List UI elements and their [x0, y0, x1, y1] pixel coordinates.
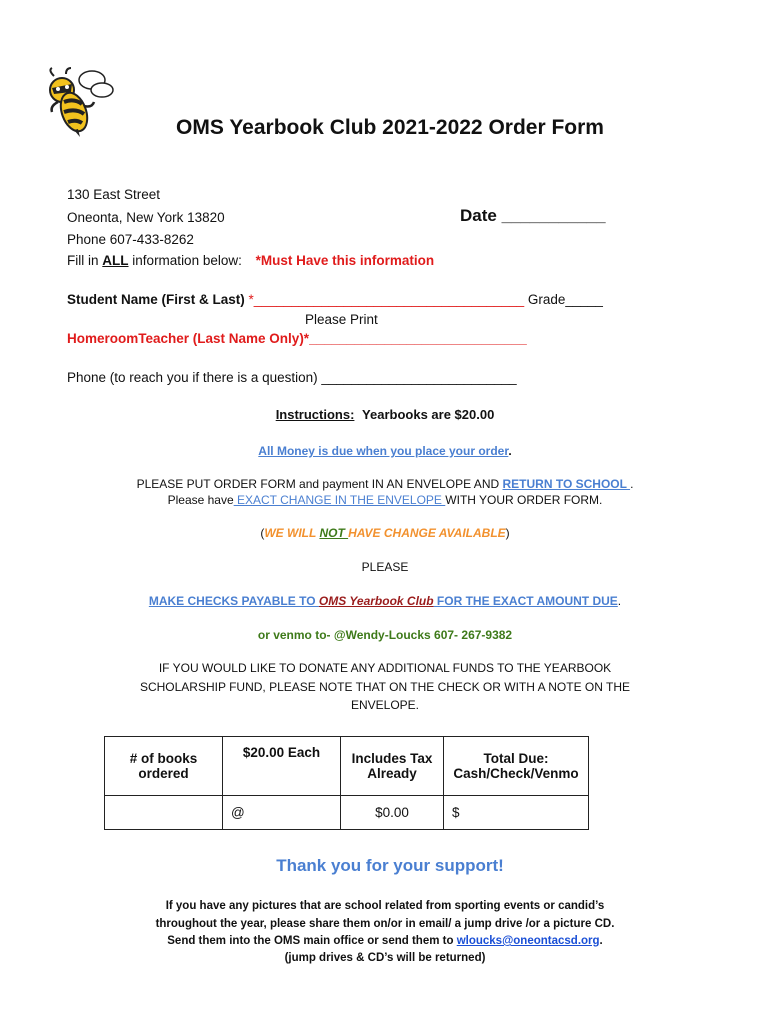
checks-club: OMS Yearbook Club — [318, 594, 434, 608]
donate-line-3: ENVELOPE. — [350, 698, 420, 712]
page-title: OMS Yearbook Club 2021-2022 Order Form — [176, 116, 604, 139]
header-price-each — [223, 737, 341, 796]
header-total-due — [444, 737, 589, 796]
books-ordered-input[interactable] — [105, 796, 223, 830]
exact-change-text: EXACT CHANGE IN THE ENVELOPE — [233, 493, 446, 507]
must-have-note: *Must Have this information — [255, 253, 435, 268]
donate-line-1: IF YOU WOULD LIKE TO DONATE ANY ADDITIONAL FUNDS TO THE YEARBOOK — [158, 661, 612, 675]
order-table — [104, 736, 589, 830]
no-change-open: ( — [260, 526, 265, 540]
student-name-line[interactable]: *____________________________________ — [248, 292, 525, 307]
phone-question-field[interactable]: Phone (to reach you if there is a question) __________________________ — [67, 370, 517, 385]
fill-in-prefix: Fill in — [67, 253, 99, 268]
header-price-line1: $20.00 Each — [242, 745, 321, 760]
no-change-close: ) — [505, 526, 510, 540]
footer-line-3 — [0, 935, 770, 947]
footer-line-2: throughout the year, please share them on/or in email/ a jump drive /or a picture CD. — [155, 918, 615, 930]
donate-line-2: SCHOLARSHIP FUND, PLEASE NOTE THAT ON THE CHECK OR WITH A NOTE ON THE — [139, 680, 631, 694]
header-total-line2: Cash/Check/Venmo — [453, 766, 579, 781]
instructions-label: Instructions: — [275, 407, 355, 422]
no-change-post: HAVE CHANGE AVAILABLE — [348, 526, 506, 540]
table-row — [105, 796, 589, 830]
checks-end: . — [617, 594, 622, 608]
total-due-input[interactable]: $ — [444, 796, 589, 830]
no-change-pre: WE WILL — [264, 526, 320, 540]
header-includes-tax — [341, 737, 444, 796]
return-to-school-text: RETURN TO SCHOOL — [502, 477, 631, 491]
email-link[interactable]: wloucks@oneontacsd.org — [456, 935, 600, 947]
header-books-line1: # of books — [129, 751, 198, 766]
envelope-line1-post: . — [630, 477, 634, 491]
header-tax-line2: Already — [367, 766, 417, 781]
money-due-line: All Money is due when you place your order. — [258, 444, 512, 458]
venmo-line: or venmo to- @Wendy-Loucks 607- 267-9382 — [257, 628, 513, 642]
header-books-line2: ordered — [138, 766, 189, 781]
thank-you-heading: Thank you for your support! — [276, 856, 504, 875]
homeroom-teacher-field[interactable]: HomeroomTeacher (Last Name Only)*_____________________________ — [67, 331, 527, 346]
envelope-line-1 — [0, 477, 770, 491]
checks-post: FOR THE EXACT AMOUNT DUE — [433, 594, 618, 608]
money-due-text: All Money is due when you place your order — [258, 444, 509, 458]
envelope-line1-pre: PLEASE PUT ORDER FORM and payment IN AN ENVELOPE AND — [136, 477, 500, 491]
footer-line3-post: . — [599, 935, 603, 947]
checks-line — [0, 594, 770, 608]
fill-in-instruction — [67, 253, 434, 268]
address-city: Oneonta, New York 13820 — [67, 210, 225, 225]
header-tax-line1: Includes Tax — [351, 751, 433, 766]
address-street: 130 East Street — [67, 187, 161, 202]
price-cell: @ — [223, 796, 341, 830]
footer-line3-pre: Send them into the OMS main office or send them to — [167, 935, 457, 947]
no-change-line — [0, 526, 770, 540]
table-header-row — [105, 737, 589, 796]
instructions-line — [0, 407, 770, 422]
price-note: Yearbooks are $20.00 — [362, 407, 495, 422]
please-print-note: Please Print — [305, 312, 378, 327]
tax-cell: $0.00 — [341, 796, 444, 830]
envelope-line2-pre: Please have — [167, 493, 234, 507]
fill-in-all: ALL — [102, 253, 129, 268]
fill-in-suffix: information below: — [132, 253, 242, 268]
student-name-label: Student Name (First & Last) — [67, 292, 245, 307]
please-line: PLEASE — [361, 560, 409, 574]
header-books-ordered — [105, 737, 223, 796]
student-name-field[interactable] — [67, 292, 603, 307]
grade-field[interactable]: Grade_____ — [527, 292, 603, 307]
date-field[interactable]: Date ___________ — [460, 206, 606, 225]
header-total-line1: Total Due: — [483, 751, 549, 766]
envelope-line2-post: WITH YOUR ORDER FORM. — [445, 493, 603, 507]
envelope-line-2 — [0, 493, 770, 507]
checks-pre: MAKE CHECKS PAYABLE TO — [148, 594, 319, 608]
footer-line-4: (jump drives & CD’s will be returned) — [284, 952, 486, 964]
no-change-not: NOT — [319, 526, 349, 540]
footer-line-1: If you have any pictures that are school related from sporting events or candid’s — [165, 900, 605, 912]
address-phone: Phone 607-433-8262 — [67, 232, 194, 247]
